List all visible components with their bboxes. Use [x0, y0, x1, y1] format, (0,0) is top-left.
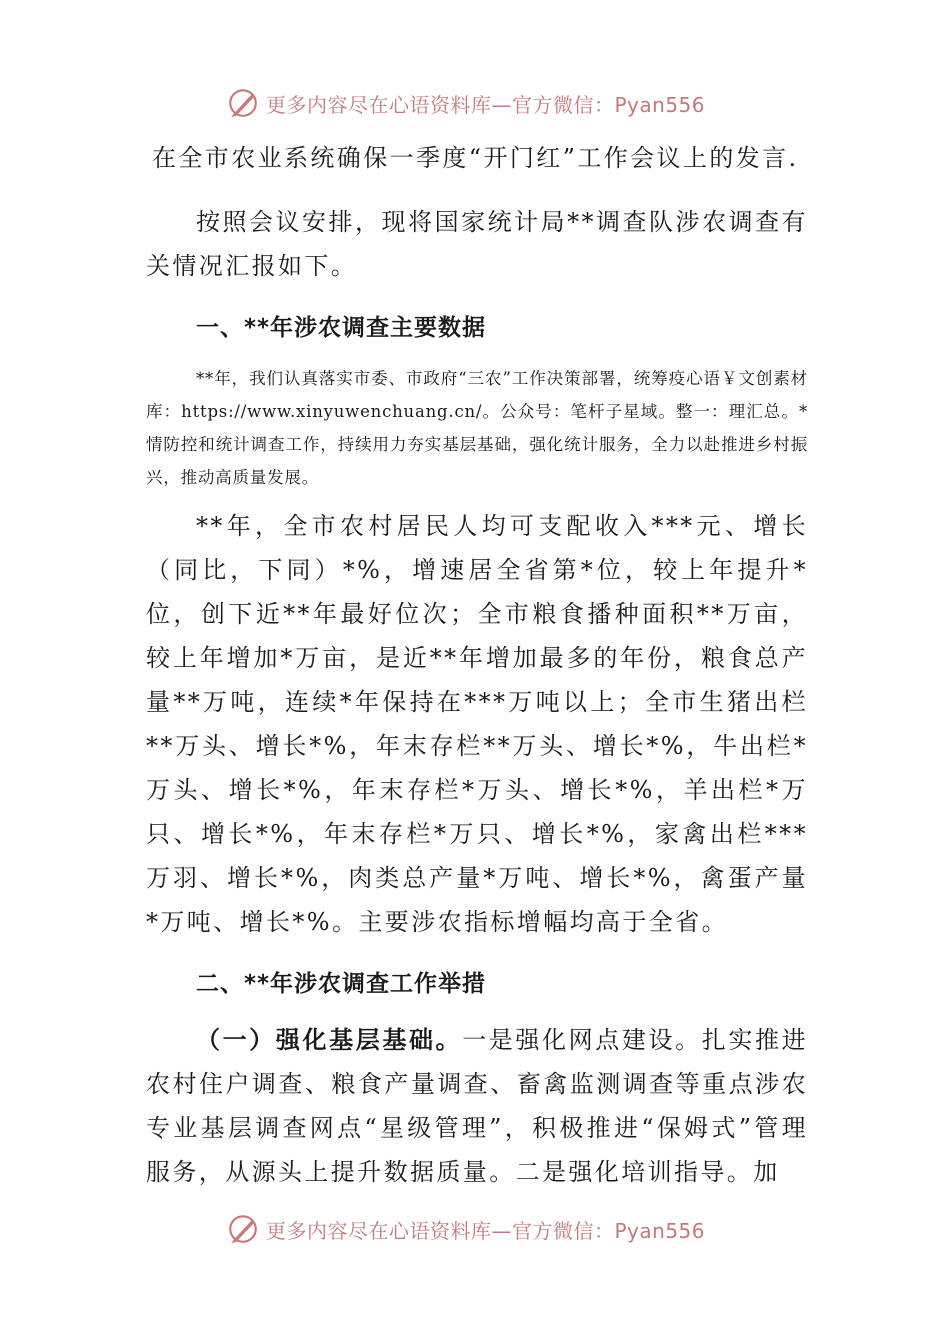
watermark-text: 更多内容尽在心语资料库—官方微信：Pyan556: [266, 92, 706, 117]
section2-heading: 二、**年涉农调查工作举措: [196, 971, 487, 997]
document-body: [146, 136, 808, 1194]
section1-small-paragraph: **年，我们认真落实市委、市政府“三农”工作决策部署，统筹疫心语￥文创素材库：https://www.xinyuwenchuang.cn/。公众号：笔杆子星域。整一：理汇总。*情防控和统计调查工作，持续用力夯实基层基础，强化统计服务，全力以赴推进乡村振兴，推动高质量发展。: [146, 369, 808, 487]
watermark-id: Pyan556: [614, 1218, 706, 1243]
section2-lead: （一）强化基层基础。: [196, 1026, 463, 1054]
pen-logo-icon: [226, 1212, 260, 1246]
watermark-bottom: [226, 1212, 705, 1246]
section1-heading: 一、**年涉农调查主要数据: [196, 315, 487, 341]
watermark-id: Pyan556: [614, 92, 706, 117]
section2-body-text: 一是强化网点建设。扎实推进农村住户调查、粮食产量调查、畜禽监测调查等重点涉农专业基层调查网点“星级管理”，积极推进“保姆式”管理服务，从源头上提升数据质量。二是强化培训指导。加: [146, 1026, 809, 1186]
intro-paragraph: 按照会议安排，现将国家统计局**调查队涉农调查有关情况汇报如下。: [146, 208, 808, 280]
document-title: 在全市农业系统确保一季度“开门红”工作会议上的发言.: [152, 144, 799, 172]
watermark-top: [226, 86, 705, 120]
section1-body-paragraph: **年，全市农村居民人均可支配收入***元、增长（同比，下同）*%，增速居全省第*位，较上年提升*位，创下近**年最好位次；全市粮食播种面积**万亩，较上年增加*万亩，是近**年增加最多的年份，粮食总产量**万吨，连续*年保持在***万吨以上；全市生猪出栏**万头、增长*%，年末存栏**万头、增长*%，牛出栏*万头、增长*%，年末存栏*万头、增长*%，羊出栏*万只、增长*%，年末存栏*万只、增长*%，家禽出栏***万羽、增长*%，肉类总产量*万吨、增长*%，禽蛋产量*万吨、增长*%。主要涉农指标增幅均高于全省。: [146, 512, 808, 936]
pen-logo-icon: [226, 86, 260, 120]
watermark-text: 更多内容尽在心语资料库—官方微信：Pyan556: [266, 1218, 706, 1243]
section2-body-paragraph: [146, 1018, 808, 1194]
